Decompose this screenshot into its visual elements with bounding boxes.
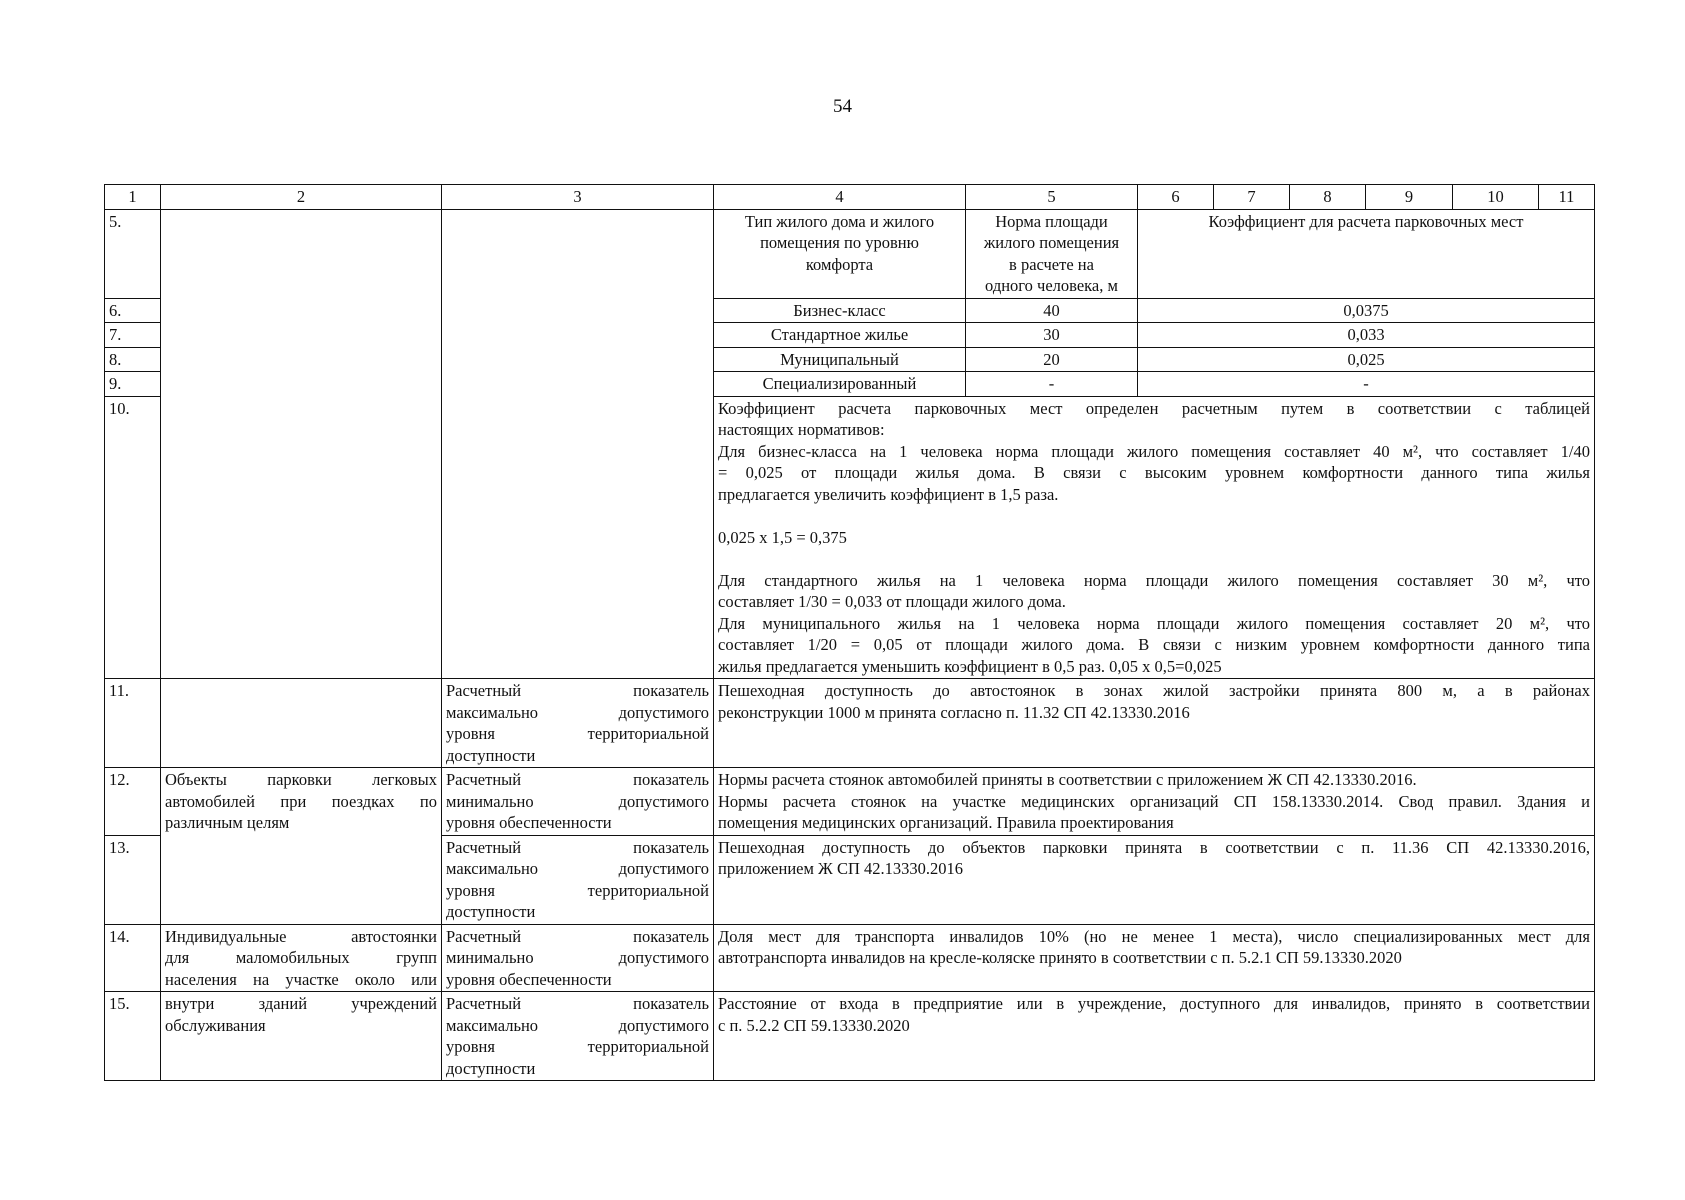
norms-table <box>104 184 1595 1081</box>
row-number: 9. <box>105 372 161 397</box>
indicator-cell: Расчетный показатель максимально допустимого уровня территориальной доступности <box>442 679 714 768</box>
column-number-row <box>105 185 1595 210</box>
description-cell: Расстояние от входа в предприятие или в учреждение, доступного для инвалидов, принято в соответствии с п. 5.2.2 СП 59.13330.2020 <box>714 992 1595 1081</box>
coefficient-header: Коэффициент для расчета парковочных мест <box>1138 209 1595 298</box>
row-number: 14. <box>105 924 161 992</box>
description-cell: Нормы расчета стоянок автомобилей приняты в соответствии с приложением Ж СП 42.13330.2016. Нормы расчета стоянок на участке медицинских организаций СП 158.13330.2014. Свод правил. Здания и помещения медицинских организаций. Правила проектирования <box>714 768 1595 836</box>
description-cell: Доля мест для транспорта инвалидов 10% (но не менее 1 места), число специализированных мест для автотранспорта инвалидов на кресле-коляске принято в соответствии с п. 5.2.1 СП 59.13330.2020 <box>714 924 1595 992</box>
area-norm: - <box>966 372 1138 397</box>
col-number: 9 <box>1366 185 1453 210</box>
indicator-cell: Расчетный показатель минимально допустимого уровня обеспеченности <box>442 768 714 836</box>
row-number: 6. <box>105 298 161 323</box>
col-number: 11 <box>1539 185 1595 210</box>
object-cell: Индивидуальные автостоянки для маломобильных групп населения на участке около или <box>161 924 442 992</box>
page-number: 54 <box>833 96 852 117</box>
col-number: 1 <box>105 185 161 210</box>
col-number: 6 <box>1138 185 1214 210</box>
table-row <box>105 992 1595 1081</box>
housing-type: Муниципальный <box>714 347 966 372</box>
col-number: 2 <box>161 185 442 210</box>
col-number: 7 <box>1214 185 1290 210</box>
indicator-cell: Расчетный показатель минимально допустимого уровня обеспеченности <box>442 924 714 992</box>
table-row <box>105 768 1595 836</box>
housing-type-header: Тип жилого дома и жилого помещения по уровню комфорта <box>714 209 966 298</box>
area-norm: 20 <box>966 347 1138 372</box>
coefficient: - <box>1138 372 1595 397</box>
explanation-cell: Коэффициент расчета парковочных мест определен расчетным путем в соответствии с таблицей настоящих нормативов: Для бизнес-класса на 1 человека норма площади жилого помещения составляет 40 м², что составляет 1/40 = 0,025 от площади жилья дома. В связи с высоким уровнем комфортности данного типа жилья предлагается увеличить коэффициент в 1,5 раза. 0,025 х 1,5 = 0,375 Для стандартного жилья на 1 человека норма площади жилого помещения составляет 30 м², что составляет 1/30 = 0,033 от площади жилого дома. Для муниципального жилья на 1 человека норма площади жилого помещения составляет 20 м², что составляет 1/20 = 0,05 от площади жилого дома. В связи с низким уровнем комфортности данного типа жилья предлагается уменьшить коэффициент в 0,5 раз. 0,05 х 0,5=0,025 <box>714 396 1595 679</box>
indicator-cell: Расчетный показатель максимально допустимого уровня территориальной доступности <box>442 992 714 1081</box>
area-norm: 40 <box>966 298 1138 323</box>
housing-type: Стандартное жилье <box>714 323 966 348</box>
formula: 0,025 х 1,5 = 0,375 <box>718 527 847 547</box>
empty-cell <box>442 209 714 679</box>
area-norm: 30 <box>966 323 1138 348</box>
col-number: 4 <box>714 185 966 210</box>
object-cell: внутри зданий учреждений обслуживания <box>161 992 442 1081</box>
col-number: 5 <box>966 185 1138 210</box>
housing-type: Бизнес-класс <box>714 298 966 323</box>
description-cell: Пешеходная доступность до объектов парковки принята в соответствии с п. 11.36 СП 42.13330.2016, приложением Ж СП 42.13330.2016 <box>714 835 1595 924</box>
col-number: 10 <box>1453 185 1539 210</box>
row-number: 5. <box>105 209 161 298</box>
empty-cell <box>161 679 442 768</box>
coefficient: 0,025 <box>1138 347 1595 372</box>
area-norm-header: Норма площади жилого помещения в расчете на одного человека, м <box>966 209 1138 298</box>
coefficient: 0,033 <box>1138 323 1595 348</box>
row-number: 12. <box>105 768 161 836</box>
empty-cell <box>161 209 442 679</box>
object-cell: Объекты парковки легковых автомобилей при поездках по различным целям <box>161 768 442 925</box>
row-number: 11. <box>105 679 161 768</box>
row-number: 8. <box>105 347 161 372</box>
table-row <box>105 209 1595 298</box>
row-number: 15. <box>105 992 161 1081</box>
table-row <box>105 924 1595 992</box>
indicator-cell: Расчетный показатель максимально допустимого уровня территориальной доступности <box>442 835 714 924</box>
table-row <box>105 679 1595 768</box>
col-number: 3 <box>442 185 714 210</box>
coefficient: 0,0375 <box>1138 298 1595 323</box>
col-number: 8 <box>1290 185 1366 210</box>
row-number: 13. <box>105 835 161 924</box>
housing-type: Специализированный <box>714 372 966 397</box>
row-number: 10. <box>105 396 161 679</box>
row-number: 7. <box>105 323 161 348</box>
description-cell: Пешеходная доступность до автостоянок в зонах жилой застройки принята 800 м, а в районах реконструкции 1000 м принята согласно п. 11.32 СП 42.13330.2016 <box>714 679 1595 768</box>
